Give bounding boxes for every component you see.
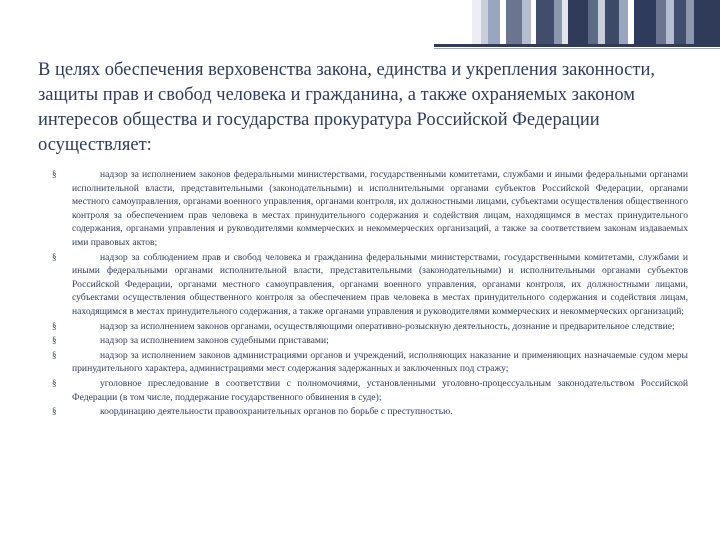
bullet-list <box>38 168 688 419</box>
list-item-text: надзор за исполнением законов органами, осуществляющими оперативно-розыскную деятельность, дознание и предварительное следствие; <box>100 320 675 332</box>
slide-intro-paragraph: В целях обеспечения верховенства закона, единства и укрепления законности, защиты прав и свобод человека и гражданина, а также охраняемых законом интересов общества и государства прокуратура Российской Федерации осуществляет: <box>38 60 655 155</box>
list-item <box>38 349 688 376</box>
title-rule-secondary <box>434 48 720 49</box>
list-item-text: надзор за соблюдением прав и свобод человека и гражданина федеральными министерствами, государственными комитетами, службами и иными федеральными органами исполнительной власти, представительными (законодательными) и исполнительными органами субъектов Российской Федерации, органами местного самоуправления, органами военного управления, органами контроля, их должностными лицами, субъектами осуществления общественного контроля за обеспечением прав человека в местах принудительного содержания и содействия лицам, находящимся в местах принудительного содержания, а также органами управления и руководителями коммерческих и некоммерческих организаций; <box>72 251 688 317</box>
title-rule <box>434 44 720 47</box>
bullet-marker-icon: § <box>52 251 57 262</box>
list-item <box>38 377 688 404</box>
slide-title-block <box>38 58 686 158</box>
decorative-stripe-band <box>472 0 720 46</box>
list-item <box>38 168 688 250</box>
list-item <box>38 320 688 334</box>
list-item-text: надзор за исполнением законов судебными приставами; <box>100 335 329 347</box>
list-item-text: уголовное преследование в соответствии с полномочиями, установленными уголовно-процессуальным законодательством Российской Федерации (в том числе, поддержание государственного обвинения в суде); <box>72 377 688 403</box>
bullet-marker-icon: § <box>52 349 57 360</box>
bullet-marker-icon: § <box>52 169 57 179</box>
list-item <box>38 405 688 419</box>
slide-body-block <box>38 168 688 420</box>
bullet-marker-icon: § <box>52 335 57 346</box>
bullet-marker-icon: § <box>52 320 57 331</box>
list-item-text: координацию деятельности правоохранительных органов по борьбе с преступностью. <box>100 406 453 418</box>
list-item <box>38 334 688 348</box>
list-item <box>38 251 688 319</box>
bullet-marker-icon: § <box>52 406 57 417</box>
bullet-marker-icon: § <box>52 377 57 388</box>
list-item-text: надзор за исполнением законов федеральными министерствами, государственными комитетами, службами и иными федеральными органами исполнительной власти, представительными (законодательными) и исполнительными органами субъектов Российской Федерации, органами местного самоуправления, органами военного управления, органами контроля, их должностными лицами, субъектами осуществления общественного контроля за обеспечением прав человека в местах принудительного содержания и содействия лицам, находящимся в местах принудительного содержания, органами управления и руководителями коммерческих и некоммерческих организаций, а также за соответствием законам издаваемых ими правовых актов; <box>72 169 688 248</box>
list-item-text: надзор за исполнением законов администрациями органов и учреждений, исполняющих наказание и применяющих назначаемые судом меры принудительного характера, администрациями мест содержания задержанных и заключенных под стражу; <box>72 349 688 375</box>
